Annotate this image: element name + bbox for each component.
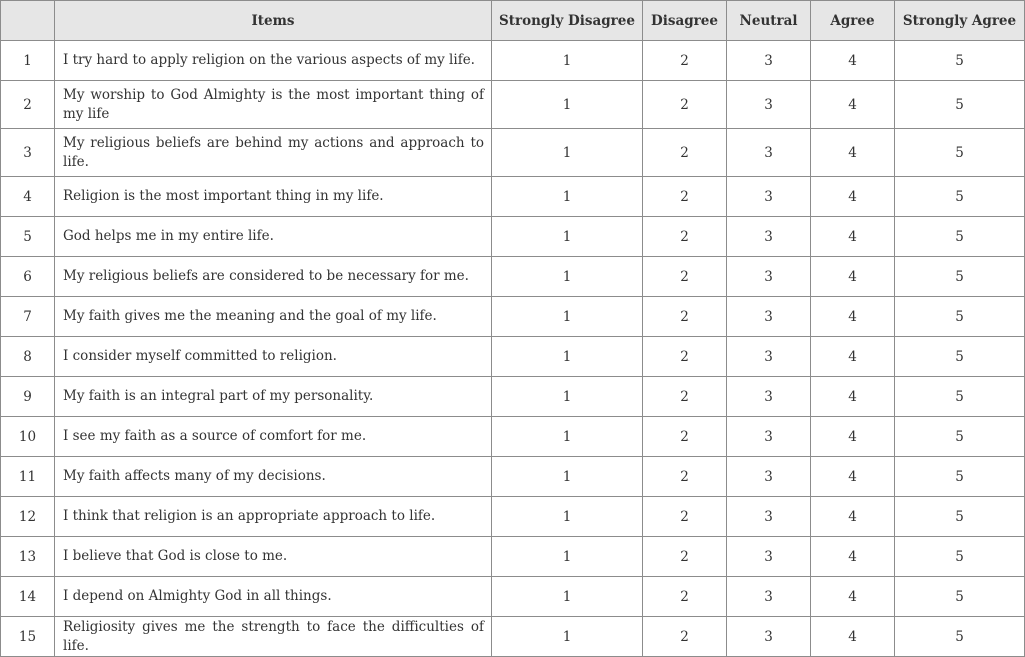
score-disagree: 2 <box>643 337 727 377</box>
score-neutral: 3 <box>727 337 811 377</box>
item-number: 5 <box>1 217 55 257</box>
score-disagree: 2 <box>643 129 727 177</box>
score-neutral: 3 <box>727 177 811 217</box>
score-disagree: 2 <box>643 377 727 417</box>
score-disagree: 2 <box>643 537 727 577</box>
item-text: I consider myself committed to religion. <box>55 337 492 377</box>
table-row <box>1 177 1025 217</box>
score-disagree: 2 <box>643 577 727 617</box>
score-strongly-agree: 5 <box>895 217 1025 257</box>
score-strongly-disagree: 1 <box>492 217 643 257</box>
item-text: Religion is the most important thing in my life. <box>55 177 492 217</box>
score-agree: 4 <box>811 337 895 377</box>
score-strongly-disagree: 1 <box>492 337 643 377</box>
score-strongly-disagree: 1 <box>492 297 643 337</box>
score-strongly-agree: 5 <box>895 337 1025 377</box>
item-text: I believe that God is close to me. <box>55 537 492 577</box>
score-strongly-agree: 5 <box>895 297 1025 337</box>
score-neutral: 3 <box>727 297 811 337</box>
score-strongly-agree: 5 <box>895 617 1025 657</box>
score-agree: 4 <box>811 577 895 617</box>
score-strongly-agree: 5 <box>895 577 1025 617</box>
score-strongly-agree: 5 <box>895 81 1025 129</box>
table-row <box>1 41 1025 81</box>
header-strongly-agree: Strongly Agree <box>895 1 1025 41</box>
score-neutral: 3 <box>727 577 811 617</box>
table-row <box>1 217 1025 257</box>
score-neutral: 3 <box>727 129 811 177</box>
item-text: My faith gives me the meaning and the goal of my life. <box>55 297 492 337</box>
score-strongly-agree: 5 <box>895 257 1025 297</box>
table-row <box>1 617 1025 657</box>
score-agree: 4 <box>811 41 895 81</box>
item-number: 1 <box>1 41 55 81</box>
score-strongly-disagree: 1 <box>492 497 643 537</box>
score-disagree: 2 <box>643 41 727 81</box>
score-agree: 4 <box>811 177 895 217</box>
header-strongly-disagree: Strongly Disagree <box>492 1 643 41</box>
item-number: 11 <box>1 457 55 497</box>
header-number <box>1 1 55 41</box>
score-strongly-agree: 5 <box>895 497 1025 537</box>
score-agree: 4 <box>811 257 895 297</box>
score-disagree: 2 <box>643 217 727 257</box>
item-number: 12 <box>1 497 55 537</box>
score-strongly-agree: 5 <box>895 377 1025 417</box>
score-neutral: 3 <box>727 377 811 417</box>
item-number: 4 <box>1 177 55 217</box>
table-row <box>1 577 1025 617</box>
score-neutral: 3 <box>727 617 811 657</box>
score-strongly-agree: 5 <box>895 417 1025 457</box>
header-row <box>1 1 1025 41</box>
score-strongly-agree: 5 <box>895 129 1025 177</box>
header-disagree: Disagree <box>643 1 727 41</box>
item-number: 13 <box>1 537 55 577</box>
score-agree: 4 <box>811 129 895 177</box>
item-number: 8 <box>1 337 55 377</box>
score-agree: 4 <box>811 617 895 657</box>
score-disagree: 2 <box>643 457 727 497</box>
score-neutral: 3 <box>727 257 811 297</box>
item-number: 9 <box>1 377 55 417</box>
table-body <box>1 41 1025 657</box>
item-number: 10 <box>1 417 55 457</box>
header-items: Items <box>55 1 492 41</box>
item-text: Religiosity gives me the strength to face the difficulties of life. <box>55 617 492 657</box>
score-disagree: 2 <box>643 297 727 337</box>
score-strongly-disagree: 1 <box>492 417 643 457</box>
item-text: I depend on Almighty God in all things. <box>55 577 492 617</box>
score-neutral: 3 <box>727 81 811 129</box>
score-agree: 4 <box>811 537 895 577</box>
score-neutral: 3 <box>727 497 811 537</box>
score-disagree: 2 <box>643 177 727 217</box>
item-number: 3 <box>1 129 55 177</box>
item-number: 15 <box>1 617 55 657</box>
item-text: My religious beliefs are considered to be necessary for me. <box>55 257 492 297</box>
item-text: I see my faith as a source of comfort for me. <box>55 417 492 457</box>
score-neutral: 3 <box>727 417 811 457</box>
score-strongly-disagree: 1 <box>492 129 643 177</box>
score-agree: 4 <box>811 81 895 129</box>
score-neutral: 3 <box>727 217 811 257</box>
item-text: My religious beliefs are behind my actions and approach to life. <box>55 129 492 177</box>
table-row <box>1 417 1025 457</box>
table-row <box>1 497 1025 537</box>
score-strongly-agree: 5 <box>895 537 1025 577</box>
item-number: 7 <box>1 297 55 337</box>
score-strongly-disagree: 1 <box>492 457 643 497</box>
score-strongly-disagree: 1 <box>492 177 643 217</box>
item-text: My faith is an integral part of my personality. <box>55 377 492 417</box>
score-neutral: 3 <box>727 41 811 81</box>
score-strongly-agree: 5 <box>895 177 1025 217</box>
item-text: I try hard to apply religion on the various aspects of my life. <box>55 41 492 81</box>
table-row <box>1 337 1025 377</box>
score-disagree: 2 <box>643 617 727 657</box>
score-agree: 4 <box>811 457 895 497</box>
table-row <box>1 457 1025 497</box>
table-row <box>1 81 1025 129</box>
score-strongly-disagree: 1 <box>492 577 643 617</box>
item-text: My worship to God Almighty is the most important thing of my life <box>55 81 492 129</box>
score-neutral: 3 <box>727 457 811 497</box>
score-neutral: 3 <box>727 537 811 577</box>
item-text: My faith affects many of my decisions. <box>55 457 492 497</box>
score-strongly-disagree: 1 <box>492 257 643 297</box>
score-agree: 4 <box>811 377 895 417</box>
header-neutral: Neutral <box>727 1 811 41</box>
score-agree: 4 <box>811 217 895 257</box>
item-text: God helps me in my entire life. <box>55 217 492 257</box>
score-agree: 4 <box>811 417 895 457</box>
item-number: 14 <box>1 577 55 617</box>
table-row <box>1 297 1025 337</box>
score-disagree: 2 <box>643 417 727 457</box>
score-strongly-disagree: 1 <box>492 617 643 657</box>
score-agree: 4 <box>811 497 895 537</box>
item-number: 6 <box>1 257 55 297</box>
table-row <box>1 537 1025 577</box>
item-number: 2 <box>1 81 55 129</box>
score-strongly-disagree: 1 <box>492 41 643 81</box>
score-disagree: 2 <box>643 257 727 297</box>
table-row <box>1 129 1025 177</box>
table-row <box>1 257 1025 297</box>
score-strongly-disagree: 1 <box>492 377 643 417</box>
score-strongly-agree: 5 <box>895 41 1025 81</box>
score-strongly-disagree: 1 <box>492 81 643 129</box>
score-strongly-disagree: 1 <box>492 537 643 577</box>
table-row <box>1 377 1025 417</box>
score-disagree: 2 <box>643 497 727 537</box>
item-text: I think that religion is an appropriate approach to life. <box>55 497 492 537</box>
score-agree: 4 <box>811 297 895 337</box>
score-strongly-agree: 5 <box>895 457 1025 497</box>
score-disagree: 2 <box>643 81 727 129</box>
header-agree: Agree <box>811 1 895 41</box>
